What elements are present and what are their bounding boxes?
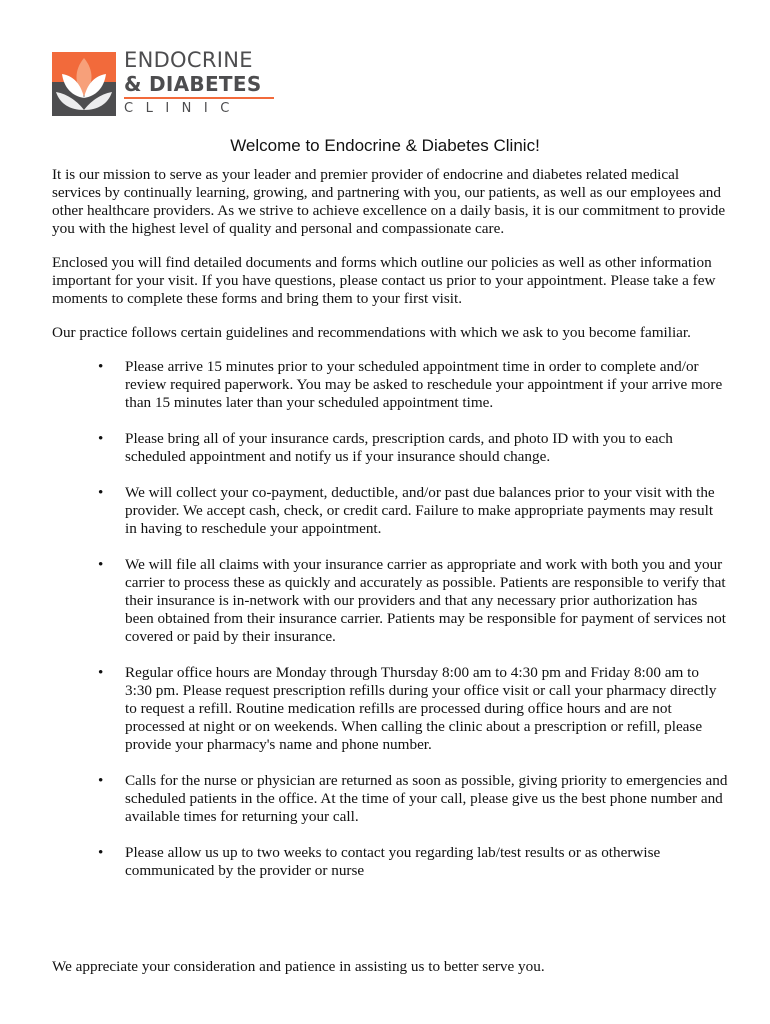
bullet-icon: • [98, 556, 104, 573]
guidelines-list [52, 358, 728, 880]
list-item-text: Regular office hours are Monday through Thursday 8:00 am to 4:30 pm and Friday 8:00 am to 3:30 pm. Please request prescription refills during your office visit or call your pharmacy directly to request a refill. Routine medication refills are processed during office hours and are not processed at night or on weekends. When calling the clinic about a prescription or refill, please provide your pharmacy's name and phone number. [125, 664, 717, 753]
bullet-icon: • [98, 484, 104, 501]
page-title: Welcome to Endocrine & Diabetes Clinic! [230, 136, 540, 155]
bullet-icon: • [98, 772, 104, 789]
letter-body [52, 166, 728, 898]
list-item [52, 430, 728, 466]
guidelines-intro: Our practice follows certain guidelines and recommendations with which we ask to you become familiar. [52, 324, 691, 341]
list-item-text: We will collect your co-payment, deductible, and/or past due balances prior to your visit with the provider. We accept cash, check, or credit card. Failure to make appropriate payments may result in having to reschedule your appointment. [125, 484, 715, 537]
list-item-text: Please allow us up to two weeks to contact you regarding lab/test results or as otherwise communicated by the provider or nurse [125, 844, 661, 879]
closing-line: We appreciate your consideration and patience in assisting us to better serve you. [52, 958, 545, 975]
logo-line-diabetes: & DIABETES [124, 74, 274, 99]
logo-line-endocrine: ENDOCRINE [124, 48, 253, 72]
bullet-icon: • [98, 844, 104, 861]
enclosed-paragraph: Enclosed you will find detailed documents and forms which outline our policies as well as other information important for your visit. If you have questions, please contact us prior to your appointment. Please take a few moments to complete these forms and bring them to your first visit. [52, 254, 716, 307]
lotus-logo-icon [52, 52, 116, 116]
bullet-icon: • [98, 430, 104, 447]
list-item [52, 664, 728, 754]
logo-line-clinic: CLINIC [124, 101, 242, 116]
list-item-text: Calls for the nurse or physician are returned as soon as possible, giving priority to emergencies and scheduled patients in the office. At the time of your call, please give us the best phone number and available times for returning your call. [125, 772, 728, 825]
list-item [52, 484, 728, 538]
list-item-text: Please arrive 15 minutes prior to your scheduled appointment time in order to complete and/or review required paperwork. You may be asked to reschedule your appointment if your arrive more than 15 minutes later than your scheduled appointment time. [125, 358, 723, 411]
bullet-icon: • [98, 358, 104, 375]
list-item [52, 844, 728, 880]
list-item [52, 772, 728, 826]
list-item-text: We will file all claims with your insurance carrier as appropriate and work with both you and your carrier to process these as quickly and accurately as possible. Patients are responsible to verify that their insurance is in-network with our providers and that any necessary prior authorization has been obtained from their insurance carrier. Patients may be responsible for payment of services not covered or paid by their insurance. [125, 556, 726, 645]
bullet-icon: • [98, 664, 104, 681]
logo-wordmark [124, 50, 274, 115]
list-item-text: Please bring all of your insurance cards, prescription cards, and photo ID with you to each scheduled appointment and notify us if your insurance should change. [125, 430, 673, 465]
list-item [52, 556, 728, 646]
mission-paragraph: It is our mission to serve as your leader and premier provider of endocrine and diabetes related medical services by continually learning, growing, and partnering with you, our patients, as well as our employees and other healthcare providers. As we strive to achieve excellence on a daily basis, it is our commitment to provide you with the highest level of quality and personal and compassionate care. [52, 166, 726, 237]
clinic-logo [52, 50, 272, 118]
list-item [52, 358, 728, 412]
